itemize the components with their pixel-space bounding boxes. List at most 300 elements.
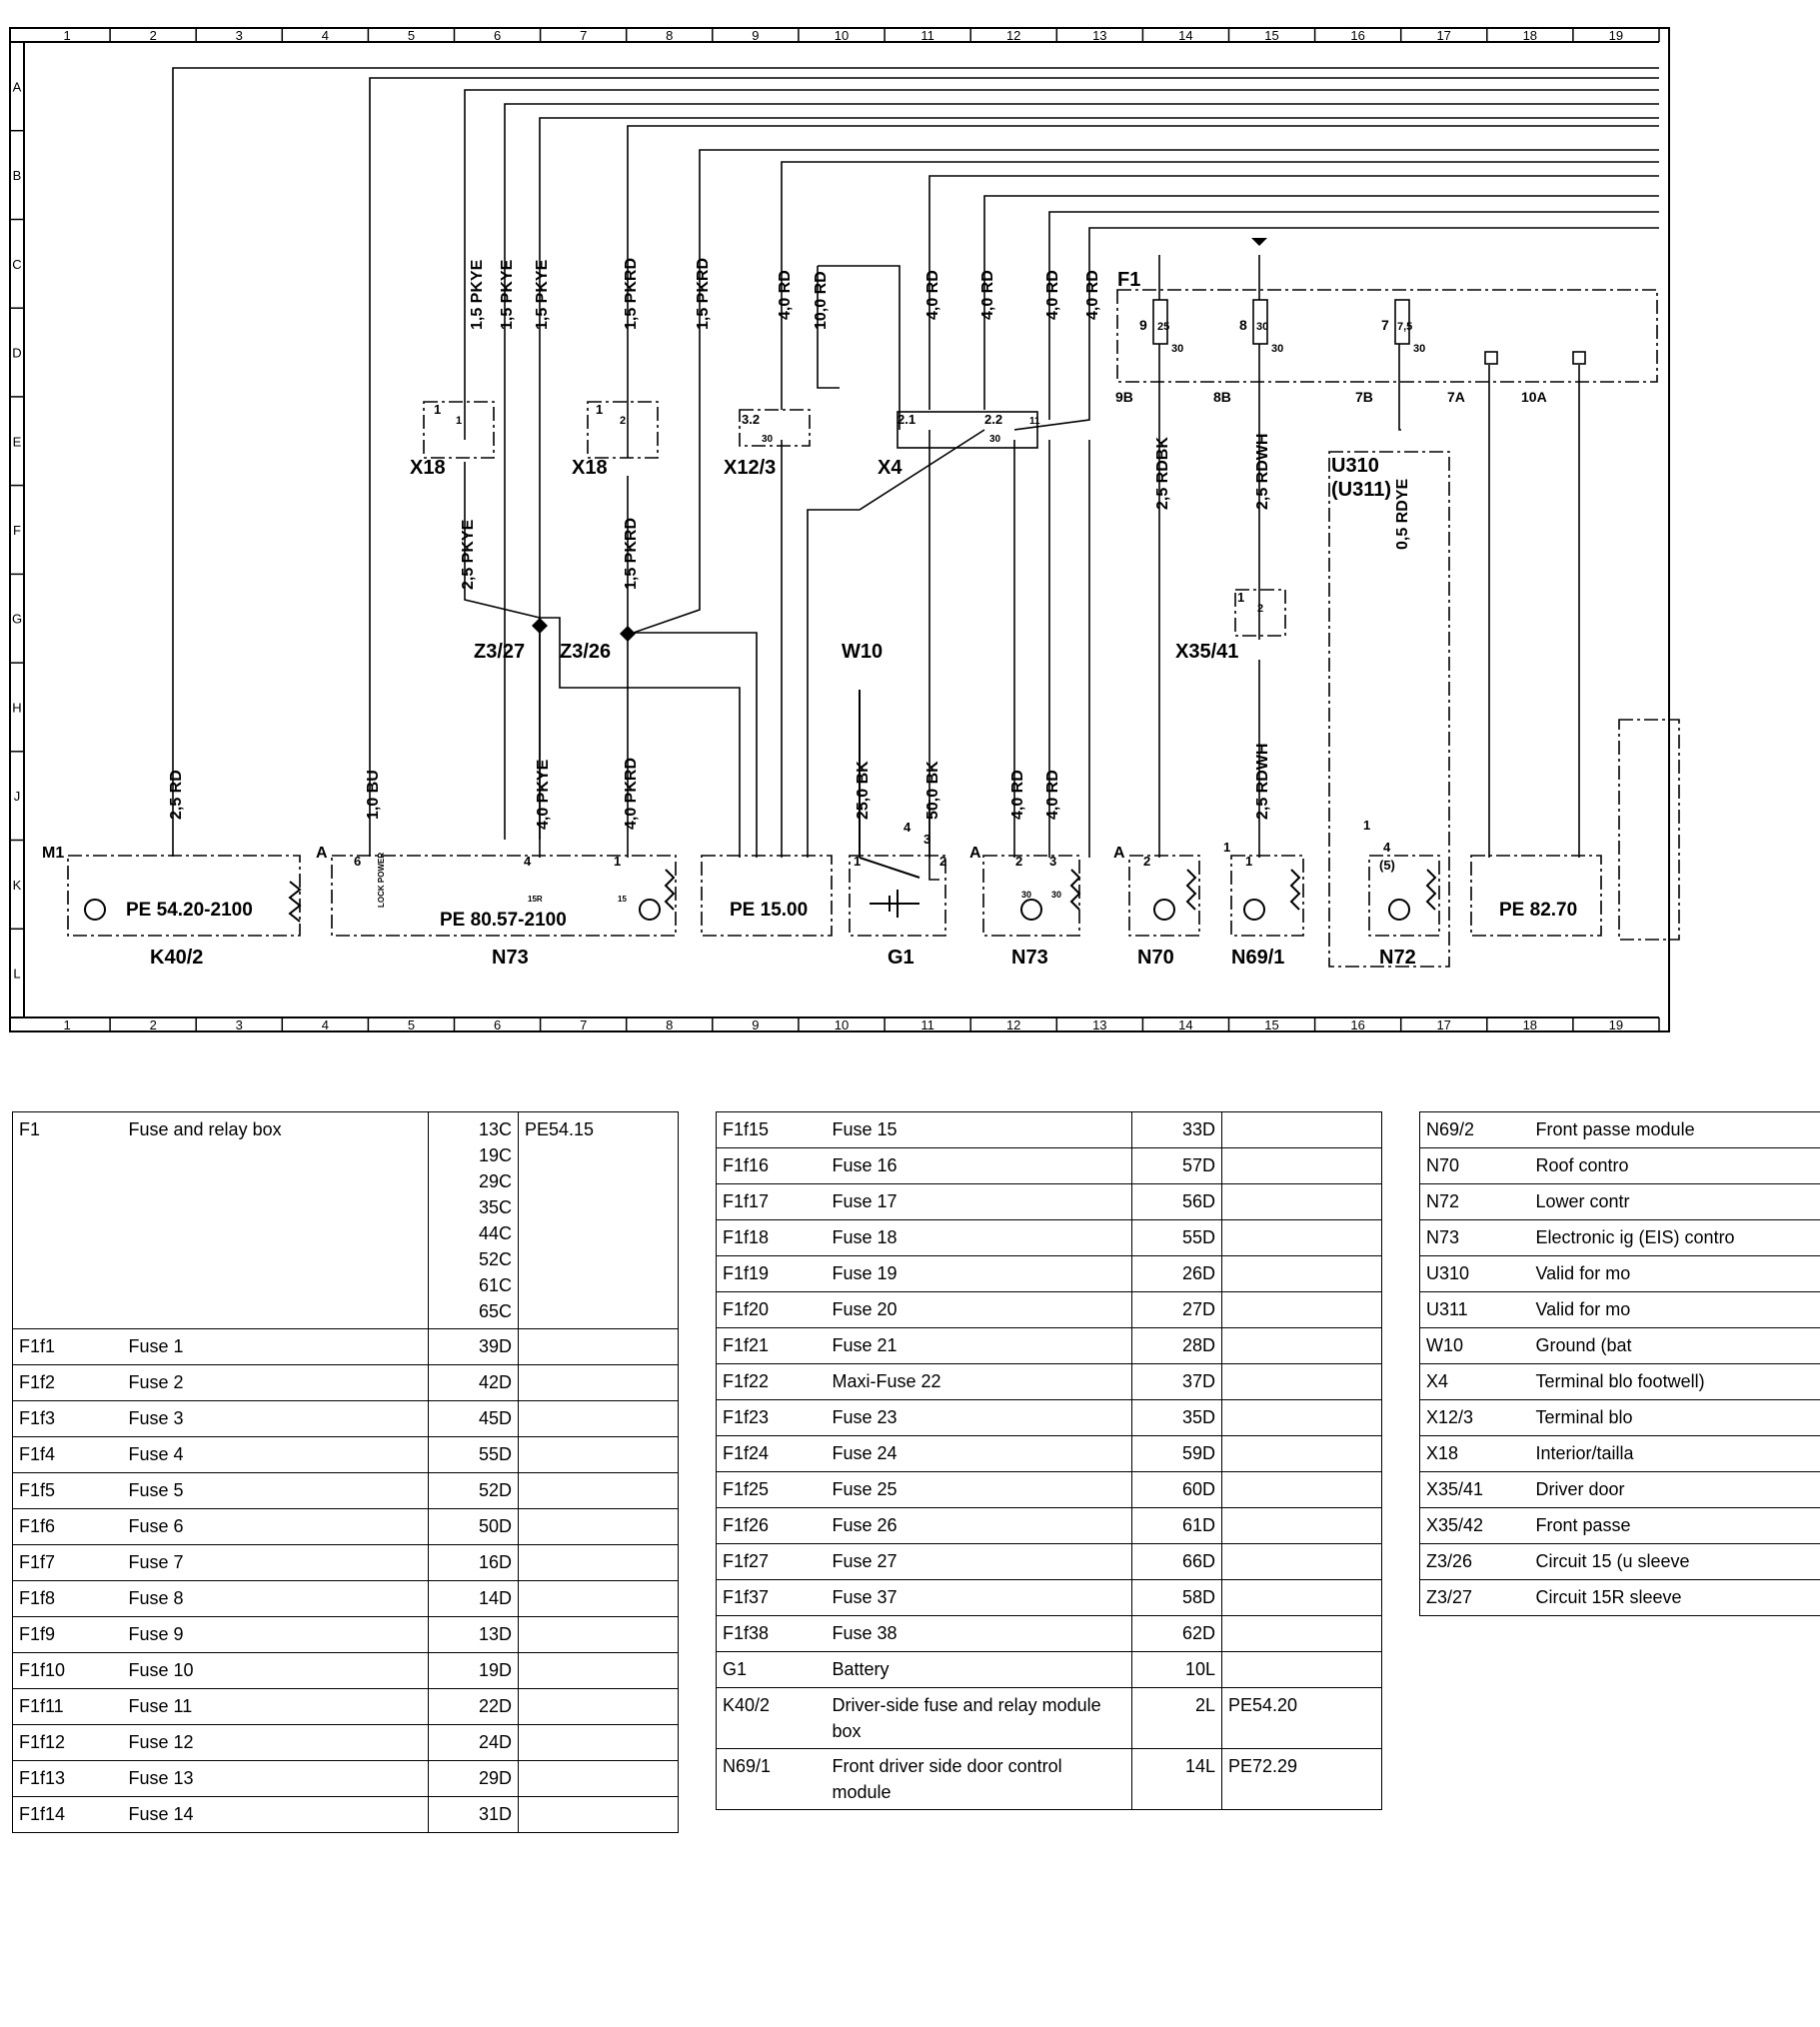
table-cell-name: Fuse 26 — [827, 1508, 1132, 1544]
grid-row-label: A — [12, 79, 22, 95]
wiring-diagram — [0, 0, 1647, 1039]
grid-column-label: 7 — [580, 1017, 588, 1032]
grid-column-label: 3 — [235, 1017, 243, 1032]
wire-label: 0,5 RDYE — [1394, 478, 1411, 550]
pin: 4 — [524, 854, 532, 869]
table-cell-name: Terminal blo footwell) — [1530, 1364, 1820, 1400]
table-cell-code: X12/3 — [1420, 1400, 1530, 1436]
wire-label: 50,0 BK — [924, 761, 941, 820]
wire-label: 1,5 PKYE — [499, 259, 516, 330]
pin: 30 — [1021, 890, 1032, 900]
wire-label: 4,0 RD — [1044, 270, 1061, 320]
fuse-30: 30 — [1171, 343, 1184, 355]
table-row — [717, 1184, 1382, 1220]
table-cell-name: Fuse 1 — [123, 1329, 429, 1365]
pin: 1 — [1245, 854, 1253, 869]
table-row — [13, 1509, 679, 1545]
table-cell-loc: 29D — [429, 1761, 519, 1797]
pin: 2 — [1257, 603, 1264, 615]
table-cell-code: F1f2 — [13, 1365, 123, 1401]
grid-column-label: 10 — [834, 1017, 850, 1032]
table-cell-code: F1 — [13, 1112, 123, 1329]
table-cell-loc: 56D — [1132, 1184, 1222, 1220]
wire-label: 1,5 PKRD — [623, 517, 640, 590]
table-cell-loc: 16D — [429, 1545, 519, 1581]
table-cell-code: F1f18 — [717, 1220, 827, 1256]
pin: 1 — [1237, 590, 1245, 605]
pe-ref: PE 82.70 — [1499, 900, 1578, 921]
table-cell-code: U311 — [1420, 1292, 1530, 1328]
wire-label: 2,5 RDBK — [1154, 437, 1171, 510]
table-cell-name: Circuit 15R sleeve — [1530, 1580, 1820, 1616]
grid-column-label: 1 — [63, 28, 71, 43]
table-cell-loc: 2L — [1132, 1688, 1222, 1749]
table-cell-name: Fuse 19 — [827, 1256, 1132, 1292]
fuse-labels — [1115, 317, 1547, 405]
table-cell-name: Fuse 20 — [827, 1292, 1132, 1328]
fuse-terminal: 7B — [1355, 389, 1373, 405]
table-cell-ref — [1222, 1148, 1382, 1184]
x18a-label: X18 — [410, 457, 446, 479]
pin: 6 — [354, 854, 362, 869]
table-cell-ref — [1222, 1508, 1382, 1544]
x18b-label: X18 — [572, 457, 608, 479]
table-cell-name: Fuse 12 — [123, 1725, 429, 1761]
table-cell-code: F1f20 — [717, 1292, 827, 1328]
wire-label: 25,0 BK — [855, 761, 872, 820]
table-cell-name: Fuse 16 — [827, 1148, 1132, 1184]
a-label-3: A — [1113, 845, 1125, 862]
table-cell-ref — [519, 1509, 679, 1545]
z3-26-splice — [620, 626, 636, 642]
table-row — [1420, 1184, 1820, 1220]
table-row — [1420, 1472, 1820, 1508]
grid-column-label: 7 — [580, 28, 588, 43]
table-cell-code: F1f37 — [717, 1580, 827, 1616]
pe-ref: PE 54.20-2100 — [126, 900, 253, 921]
grid-column-label: 12 — [1005, 28, 1021, 43]
table-cell-name: Circuit 15 (u sleeve — [1530, 1544, 1820, 1580]
table-row — [1420, 1436, 1820, 1472]
table-cell-loc: 10L — [1132, 1652, 1222, 1688]
n73b-label: N73 — [1011, 947, 1048, 969]
z3-26-label: Z3/26 — [560, 641, 612, 663]
pin: 2 — [1015, 854, 1023, 869]
grid-column-label: 12 — [1005, 1017, 1021, 1032]
grid-column-label: 4 — [321, 1017, 330, 1032]
fuse-num: 7 — [1381, 317, 1389, 333]
table-row — [13, 1725, 679, 1761]
fuse-terminal: 9B — [1115, 389, 1133, 405]
table-row — [1420, 1148, 1820, 1184]
fuse-amp: 25 — [1157, 321, 1170, 333]
table-row — [1420, 1112, 1820, 1148]
table-cell-name: Fuse 2 — [123, 1365, 429, 1401]
table-cell-name: Terminal blo — [1530, 1400, 1820, 1436]
grid-column-label: 15 — [1264, 1017, 1279, 1032]
table-cell-ref — [1222, 1256, 1382, 1292]
table-cell-code: F1f22 — [717, 1364, 827, 1400]
table-cell-code: F1f15 — [717, 1112, 827, 1148]
x35-41-label: X35/41 — [1175, 641, 1239, 663]
table-cell-code: Z3/26 — [1420, 1544, 1530, 1580]
table-row — [13, 1473, 679, 1509]
table-row — [1420, 1220, 1820, 1256]
table-cell-name: Fuse 5 — [123, 1473, 429, 1509]
k40-2-label: K40/2 — [150, 947, 204, 969]
table-cell-name: Fuse 37 — [827, 1580, 1132, 1616]
pin: 1 — [596, 402, 604, 417]
z3-27-splice — [532, 618, 548, 634]
grid-column-label: 18 — [1522, 1017, 1538, 1032]
table-cell-loc: 55D — [1132, 1220, 1222, 1256]
n69-1-box — [1231, 856, 1303, 936]
component-table-2 — [716, 1111, 1382, 1810]
table-cell-loc: 45D — [429, 1401, 519, 1437]
table-row — [1420, 1292, 1820, 1328]
grid-row-labels — [10, 79, 24, 1017]
table-row — [717, 1652, 1382, 1688]
table-row — [13, 1112, 679, 1329]
table-cell-name: Valid for mo — [1530, 1256, 1820, 1292]
x4-label: X4 — [878, 457, 903, 479]
grid-column-label: 9 — [752, 28, 760, 43]
table-cell-code: F1f1 — [13, 1329, 123, 1365]
table-cell-loc: 13D — [429, 1617, 519, 1653]
grid-column-label: 10 — [834, 28, 850, 43]
table-cell-code: X35/42 — [1420, 1508, 1530, 1544]
table-cell-code: F1f26 — [717, 1508, 827, 1544]
pin: 3 — [923, 832, 931, 847]
table-cell-code: F1f25 — [717, 1472, 827, 1508]
table-row — [717, 1400, 1382, 1436]
grid-row-label: J — [13, 789, 21, 805]
table-cell-loc: 42D — [429, 1365, 519, 1401]
table-cell-name: Fuse 6 — [123, 1509, 429, 1545]
table-cell-code: F1f5 — [13, 1473, 123, 1509]
table-cell-name: Driver door — [1530, 1472, 1820, 1508]
table-row — [13, 1797, 679, 1833]
table-cell-ref — [1222, 1580, 1382, 1616]
table-row — [13, 1761, 679, 1797]
fuses — [1153, 300, 1585, 364]
pe-ref: PE 15.00 — [730, 900, 809, 921]
table-row — [717, 1616, 1382, 1652]
table-row — [13, 1545, 679, 1581]
table-cell-code: X4 — [1420, 1364, 1530, 1400]
table-row — [717, 1749, 1382, 1810]
grid-column-label: 5 — [407, 28, 416, 43]
x12-3-label: X12/3 — [724, 457, 777, 479]
table-cell-loc: 62D — [1132, 1616, 1222, 1652]
table-cell-name: Ground (bat — [1530, 1328, 1820, 1364]
w10-label: W10 — [842, 641, 884, 663]
grid-column-label: 17 — [1436, 28, 1451, 43]
table-cell-code: F1f19 — [717, 1256, 827, 1292]
grid-column-label: 15 — [1264, 28, 1279, 43]
wire-label: 4,0 PKRD — [623, 757, 640, 830]
grid-column-label: 13 — [1092, 28, 1107, 43]
table-cell-loc: 57D — [1132, 1148, 1222, 1184]
table-cell-name: Fuse 13 — [123, 1761, 429, 1797]
table-cell-code: X18 — [1420, 1436, 1530, 1472]
table-cell-ref — [1222, 1544, 1382, 1580]
table-row — [717, 1292, 1382, 1328]
table-cell-loc: 58D — [1132, 1580, 1222, 1616]
table-cell-code: F1f21 — [717, 1328, 827, 1364]
table-row — [717, 1688, 1382, 1749]
table-cell-name: Fuse 24 — [827, 1436, 1132, 1472]
diagram-frame — [10, 28, 1669, 1031]
table-cell-name: Fuse 17 — [827, 1184, 1132, 1220]
grid-row-label: K — [12, 877, 22, 893]
table-cell-ref — [1222, 1184, 1382, 1220]
grid-column-label: 18 — [1522, 28, 1538, 43]
table-cell-ref — [1222, 1292, 1382, 1328]
wire-label: 1,5 PKYE — [534, 259, 551, 330]
u311-label: (U311) — [1331, 479, 1392, 501]
component-table-3 — [1419, 1111, 1820, 1616]
table-cell-loc: 60D — [1132, 1472, 1222, 1508]
table-cell-loc: 61D — [1132, 1508, 1222, 1544]
table-cell-ref — [1222, 1220, 1382, 1256]
table-cell-code: F1f24 — [717, 1436, 827, 1472]
table-row — [13, 1653, 679, 1689]
n70-label: N70 — [1137, 947, 1174, 969]
table-cell-name: Fuse 10 — [123, 1653, 429, 1689]
table-cell-code: N73 — [1420, 1220, 1530, 1256]
table-cell-ref: PE54.15 — [519, 1112, 679, 1329]
pin: 1 — [456, 415, 463, 427]
table-cell-loc: 35D — [1132, 1400, 1222, 1436]
pe-references — [126, 900, 1577, 931]
grid-row-label: C — [12, 256, 22, 272]
table-row — [1420, 1400, 1820, 1436]
grid-row-label: F — [13, 523, 21, 538]
table-cell-name: Front passe — [1530, 1508, 1820, 1544]
table-cell-code: F1f38 — [717, 1616, 827, 1652]
table-row — [13, 1365, 679, 1401]
pin: LOCK POWER — [377, 852, 386, 908]
table-cell-loc: 59D — [1132, 1436, 1222, 1472]
pin: 4 — [1383, 840, 1391, 855]
grid-column-label: 2 — [149, 1017, 157, 1032]
table-cell-code: F1f4 — [13, 1437, 123, 1473]
table-cell-loc: 50D — [429, 1509, 519, 1545]
table-cell-ref — [1222, 1436, 1382, 1472]
table-cell-name: Fuse 7 — [123, 1545, 429, 1581]
table-cell-ref — [1222, 1616, 1382, 1652]
table-cell-name: Maxi-Fuse 22 — [827, 1364, 1132, 1400]
wire-label: 4,0 RD — [777, 270, 794, 320]
table-cell-ref — [519, 1365, 679, 1401]
table-cell-name: Electronic ig (EIS) contro — [1530, 1220, 1820, 1256]
grid-column-label: 11 — [920, 1017, 934, 1032]
grid-column-label: 19 — [1608, 28, 1624, 43]
table-cell-code: Z3/27 — [1420, 1580, 1530, 1616]
table-row — [1420, 1508, 1820, 1544]
wire-label: 1,5 PKRD — [695, 257, 712, 330]
table-cell-code: N69/2 — [1420, 1112, 1530, 1148]
table-cell-code: X35/41 — [1420, 1472, 1530, 1508]
table-row — [1420, 1364, 1820, 1400]
grid-row-label: H — [12, 700, 22, 716]
table-cell-name: Fuse 11 — [123, 1689, 429, 1725]
table-cell-ref — [519, 1473, 679, 1509]
u310-label: U310 — [1331, 455, 1379, 477]
fuse-terminal: 10A — [1521, 389, 1547, 405]
table-cell-loc: 37D — [1132, 1364, 1222, 1400]
table-row — [1420, 1544, 1820, 1580]
wire-label: 4,0 PKYE — [535, 759, 552, 830]
fuse-amp: 7,5 — [1397, 321, 1413, 333]
grid-row-label: D — [12, 345, 22, 361]
table-row — [717, 1580, 1382, 1616]
grid-row-label: G — [11, 611, 23, 627]
table-cell-ref — [519, 1797, 679, 1833]
a-label-1: A — [316, 845, 328, 862]
table-row — [717, 1112, 1382, 1148]
table-cell-ref: PE72.29 — [1222, 1749, 1382, 1810]
table-cell-name: Roof contro — [1530, 1148, 1820, 1184]
table-cell-code: F1f14 — [13, 1797, 123, 1833]
table-cell-name: Fuse 27 — [827, 1544, 1132, 1580]
table-cell-name: Fuse 14 — [123, 1797, 429, 1833]
fuse-num: 8 — [1239, 317, 1247, 333]
wire-label: 2,5 RD — [168, 770, 185, 820]
table-cell-loc: 13C 19C 29C 35C 44C 52C 61C 65C — [429, 1112, 519, 1329]
pin: 30 — [989, 434, 1001, 445]
table-row — [13, 1617, 679, 1653]
pin: 1 — [614, 854, 622, 869]
fuse-terminal: 8B — [1213, 389, 1231, 405]
table-cell-name: Fuse 25 — [827, 1472, 1132, 1508]
table-row — [717, 1436, 1382, 1472]
grid-column-label: 5 — [407, 1017, 416, 1032]
table-cell-code: F1f13 — [13, 1761, 123, 1797]
wire-label: 1,5 PKYE — [469, 259, 486, 330]
pin: 4 — [904, 820, 911, 835]
table-cell-code: F1f16 — [717, 1148, 827, 1184]
grid-column-label: 16 — [1350, 28, 1365, 43]
table-row — [13, 1437, 679, 1473]
fuse-terminal: 7A — [1447, 389, 1465, 405]
a-label-2: A — [969, 845, 981, 862]
table-cell-name: Fuse 9 — [123, 1617, 429, 1653]
table-cell-name: Fuse and relay box — [123, 1112, 429, 1329]
fuse-num: 9 — [1139, 317, 1147, 333]
pin: 1 — [854, 854, 862, 869]
table-cell-loc: 28D — [1132, 1328, 1222, 1364]
table-cell-ref — [519, 1545, 679, 1581]
table-row — [717, 1328, 1382, 1364]
wire-label: 2,5 PKYE — [460, 519, 477, 590]
grid-column-label: 8 — [666, 1017, 674, 1032]
table-row — [1420, 1256, 1820, 1292]
wire-label: 4,0 RD — [979, 270, 996, 320]
wire-label: 1,5 PKRD — [623, 257, 640, 330]
f1-feed-arrow — [1251, 238, 1267, 246]
grid-column-label: 14 — [1178, 28, 1193, 43]
table-cell-name: Fuse 38 — [827, 1616, 1132, 1652]
table-cell-code: F1f3 — [13, 1401, 123, 1437]
m1-label: M1 — [42, 845, 65, 862]
table-cell-ref — [519, 1329, 679, 1365]
table-cell-loc: 39D — [429, 1329, 519, 1365]
table-cell-ref — [1222, 1652, 1382, 1688]
fuse-30: 30 — [1413, 343, 1426, 355]
component-labels — [42, 269, 1416, 969]
table-cell-name: Fuse 8 — [123, 1581, 429, 1617]
grid-column-label: 17 — [1436, 1017, 1451, 1032]
table-cell-code: G1 — [717, 1652, 827, 1688]
pin: 2 — [939, 854, 947, 869]
pe-ref: PE 80.57-2100 — [440, 910, 567, 931]
table-cell-code: F1f27 — [717, 1544, 827, 1580]
wire-label: 4,0 RD — [1044, 770, 1061, 820]
table-cell-ref — [519, 1437, 679, 1473]
z3-27-label: Z3/27 — [474, 641, 526, 663]
table-cell-ref — [519, 1653, 679, 1689]
table-row — [1420, 1328, 1820, 1364]
component-table-3-clip — [1409, 1099, 1735, 2027]
grid-column-label: 2 — [149, 28, 157, 43]
table-cell-loc: 19D — [429, 1653, 519, 1689]
wire-label: 1,0 BU — [365, 770, 382, 820]
table-cell-name: Valid for mo — [1530, 1292, 1820, 1328]
grid-column-label: 19 — [1608, 1017, 1624, 1032]
table-cell-ref — [1222, 1364, 1382, 1400]
grid-row-label: B — [12, 168, 22, 184]
table-cell-ref — [519, 1401, 679, 1437]
table-cell-loc: 52D — [429, 1473, 519, 1509]
table-cell-ref — [519, 1581, 679, 1617]
grid-column-label: 11 — [920, 28, 934, 43]
grid-column-label: 6 — [493, 1017, 502, 1032]
table-row — [13, 1689, 679, 1725]
pin: 2 — [1143, 854, 1151, 869]
table-cell-code: F1f10 — [13, 1653, 123, 1689]
table-cell-name: Fuse 23 — [827, 1400, 1132, 1436]
table-cell-loc: 55D — [429, 1437, 519, 1473]
table-cell-code: F1f6 — [13, 1509, 123, 1545]
table-cell-name: Fuse 3 — [123, 1401, 429, 1437]
table-cell-code: N70 — [1420, 1148, 1530, 1184]
pin: 30 — [1051, 890, 1062, 900]
pin: 2.2 — [984, 412, 1003, 427]
grid-column-label: 4 — [321, 28, 330, 43]
pin: 2 — [620, 415, 627, 427]
n69-1-label: N69/1 — [1231, 947, 1285, 969]
table-cell-ref — [1222, 1400, 1382, 1436]
pin: 1 — [1363, 818, 1371, 833]
table-cell-name: Interior/tailla — [1530, 1436, 1820, 1472]
table-row — [13, 1401, 679, 1437]
table-row — [717, 1508, 1382, 1544]
table-cell-ref — [1222, 1472, 1382, 1508]
table-cell-ref — [519, 1689, 679, 1725]
pin: 30 — [762, 434, 774, 445]
table-cell-code: F1f8 — [13, 1581, 123, 1617]
grid-column-label: 13 — [1092, 1017, 1107, 1032]
table-row — [717, 1544, 1382, 1580]
pin: 11 — [1029, 416, 1040, 427]
pin: 1 — [1223, 840, 1231, 855]
table-row — [717, 1472, 1382, 1508]
pin: 2.1 — [898, 412, 916, 427]
wire-label: 10,0 RD — [813, 271, 830, 330]
table-cell-ref — [519, 1761, 679, 1797]
